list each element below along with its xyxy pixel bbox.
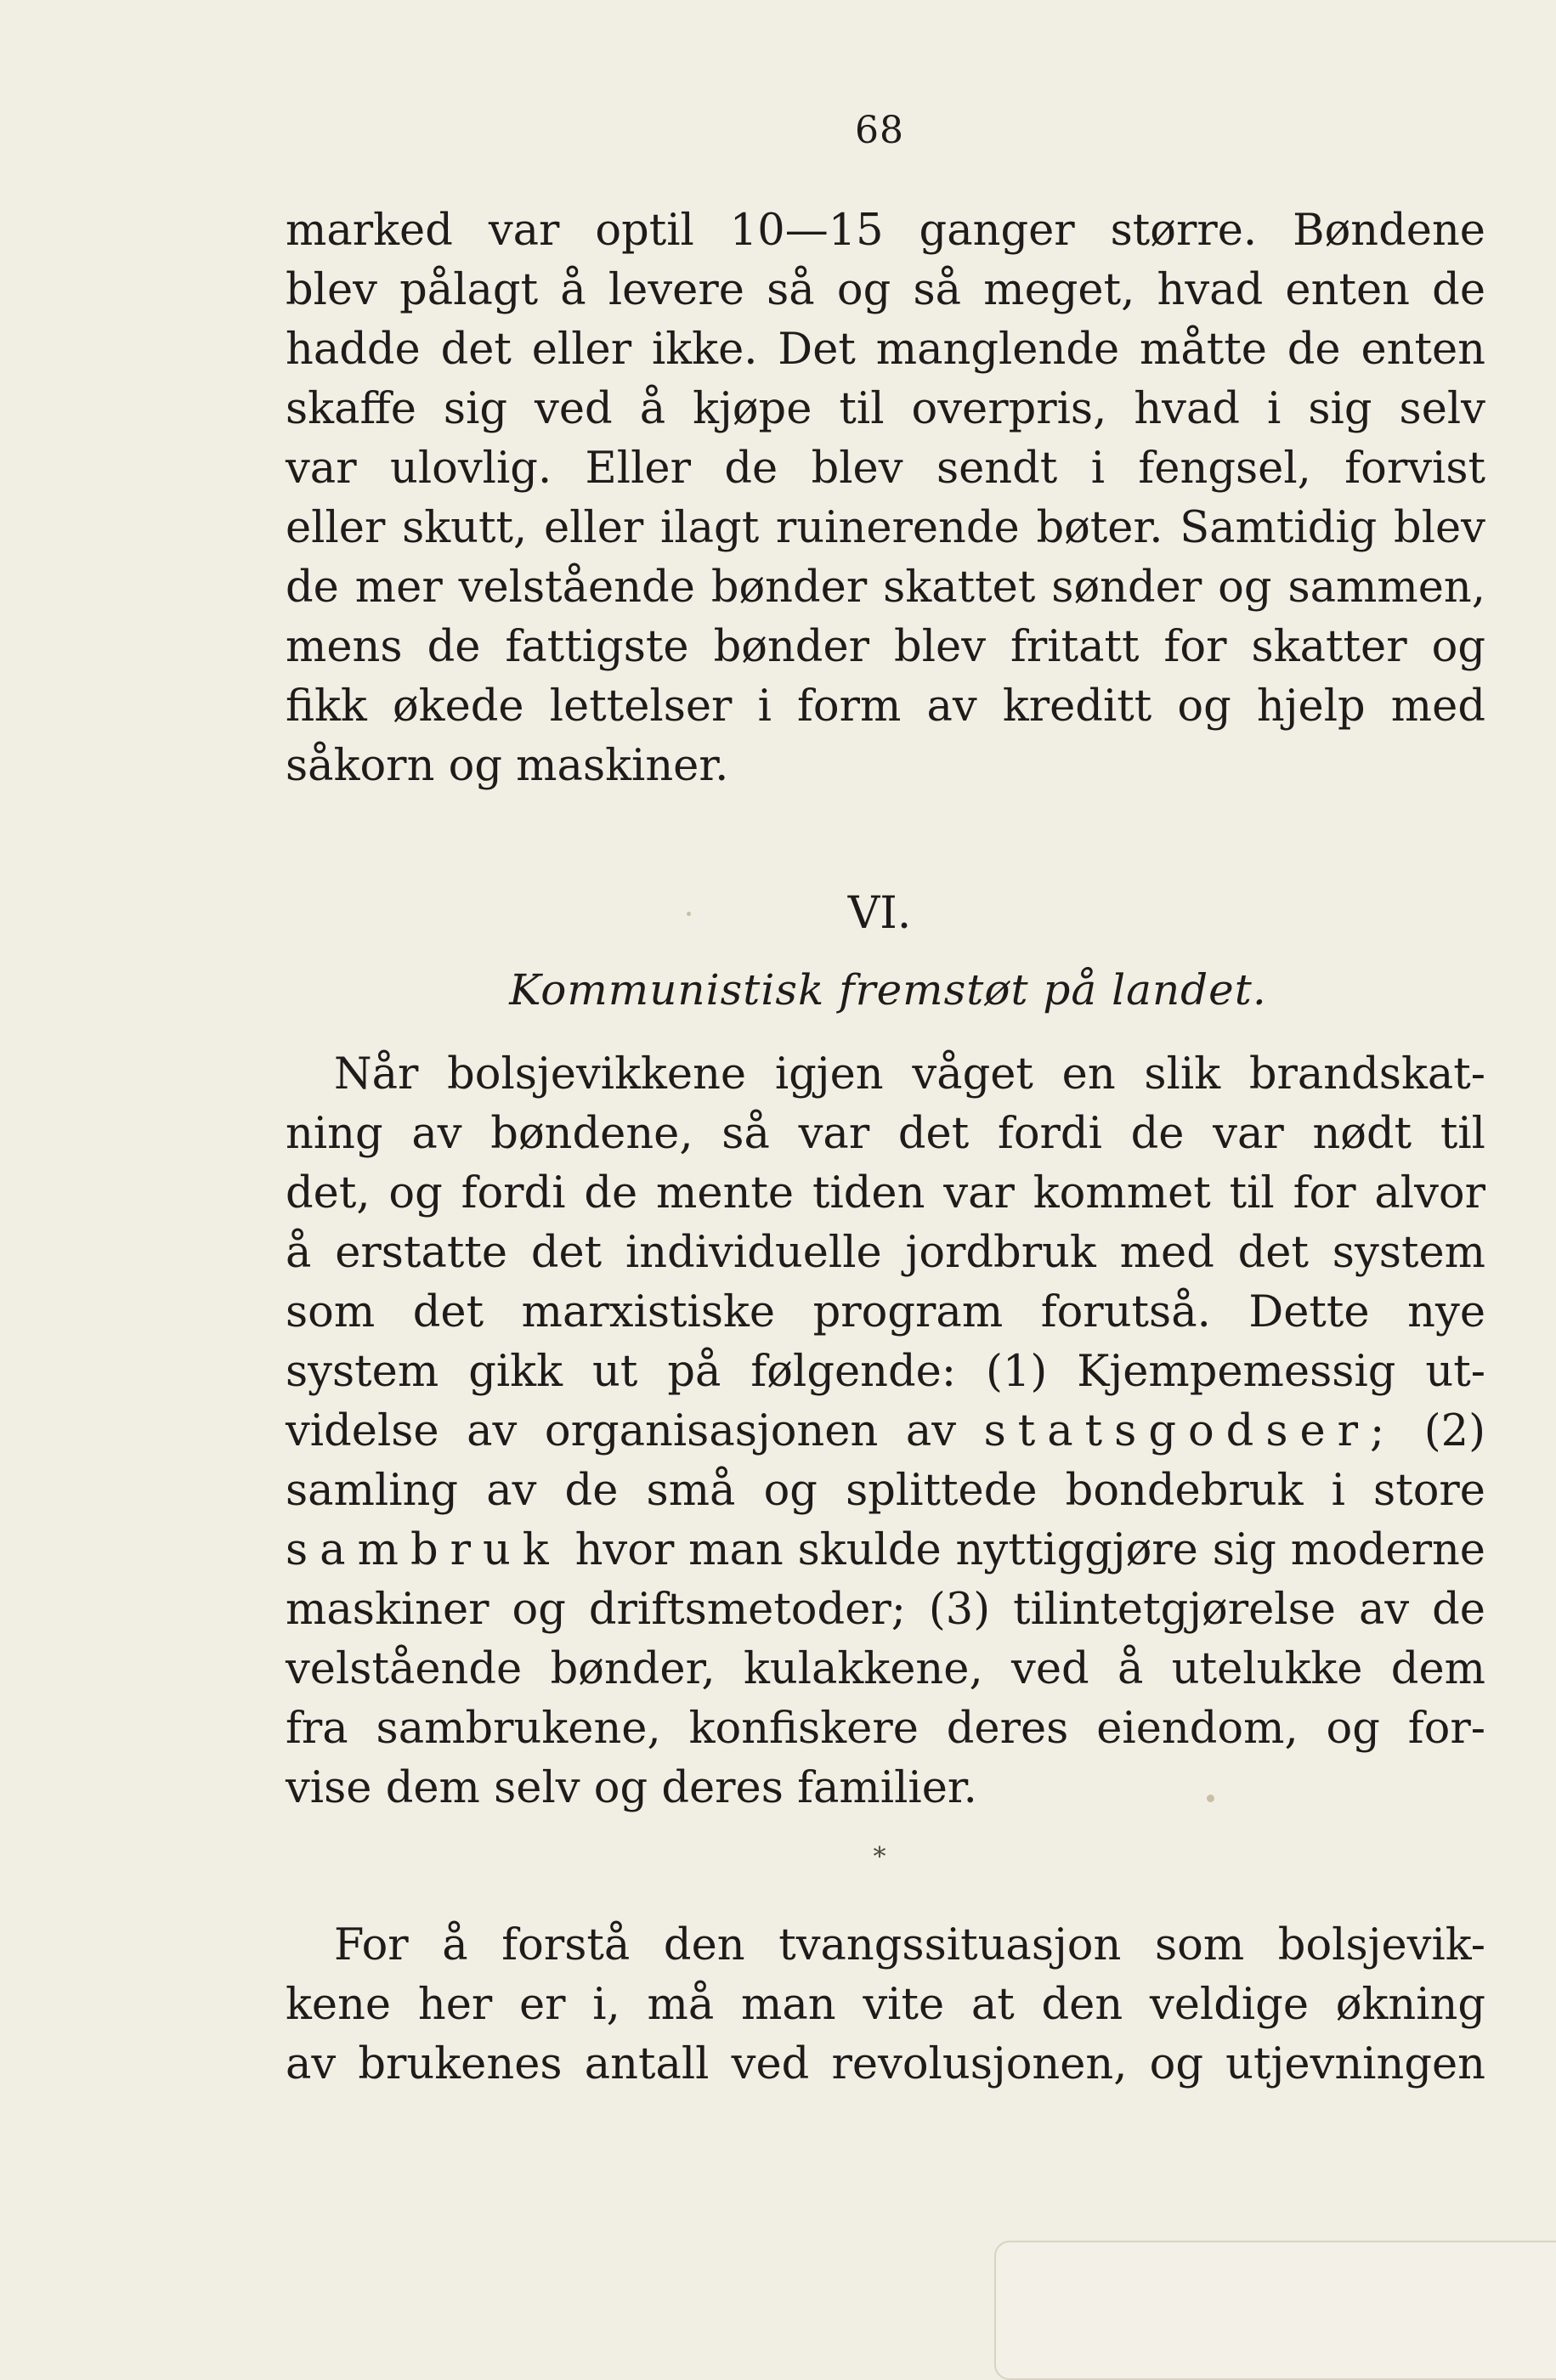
section-title: Kommunistisk fremstøt på landet. <box>509 965 1267 1015</box>
text-line: skaffe sig ved å kjøpe til overpris, hvad i sig selv <box>286 384 1485 434</box>
spaced-term: statsgodser; <box>983 1406 1397 1456</box>
text-line: blev pålagt å levere så og så meget, hvad enten de <box>286 265 1485 315</box>
text-line: eller skutt, eller ilagt ruinerende bøter. Samtidig blev <box>286 503 1485 553</box>
text-line: system gikk ut på følgende: (1) Kjempemessig ut- <box>286 1347 1485 1397</box>
text-line: marked var optil 10—15 ganger større. Bøndene <box>286 206 1485 256</box>
text-line: samling av de små og splittede bondebruk i store <box>286 1466 1485 1516</box>
text-line: fikk økede lettelser i form av kreditt og hjelp med <box>286 681 1485 732</box>
text-line <box>286 1402 1485 1461</box>
text-line: velstående bønder, kulakkene, ved å utelukke dem <box>286 1644 1485 1694</box>
text-line: vise dem selv og deres familier. <box>286 1763 977 1813</box>
text-line: av brukenes antall ved revolusjonen, og utjevningen <box>286 2039 1485 2089</box>
text-line: maskiner og driftsmetoder; (3) tilintetgjørelse av de <box>286 1585 1485 1635</box>
text-line: kene her er i, må man vite at den veldige økning <box>286 1980 1485 2030</box>
text-line: å erstatte det individuelle jordbruk med det system <box>286 1228 1485 1278</box>
text-line <box>286 1521 1485 1580</box>
text-line: fra sambrukene, konfiskere deres eiendom, og for- <box>286 1704 1485 1754</box>
text-segment: videlse av organisasjonen av <box>286 1406 957 1456</box>
text-line: de mer velstående bønder skattet sønder og sammen, <box>286 562 1485 613</box>
text-line: som det marxistiske program forutså. Dette nye <box>286 1287 1485 1337</box>
text-line: hadde det eller ikke. Det manglende måtte de enten <box>286 325 1485 375</box>
text-segment: (2) <box>1423 1406 1486 1456</box>
page-number: 68 <box>855 109 904 152</box>
text-segment: hvor man skulde nyttiggjøre sig moderne <box>574 1525 1485 1575</box>
text-line: såkorn og maskiner. <box>286 741 729 791</box>
text-line: det, og fordi de mente tiden var kommet til for alvor <box>286 1168 1485 1218</box>
paper-mark <box>994 2241 1556 2380</box>
text-line: var ulovlig. Eller de blev sendt i fengsel, forvist <box>286 444 1485 494</box>
paper-speck <box>1207 1795 1214 1802</box>
section-separator: * <box>873 1842 886 1872</box>
spaced-term: sambruk <box>286 1525 561 1575</box>
text-line: mens de fattigste bønder blev fritatt for skatter og <box>286 622 1485 672</box>
text-line: For å forstå den tvangssituasjon som bolsjevik- <box>334 1920 1485 1970</box>
text-line: ning av bøndene, så var det fordi de var nødt til <box>286 1109 1485 1159</box>
text-line: Når bolsjevikkene igjen våget en slik brandskat- <box>334 1049 1485 1100</box>
paper-speck <box>687 912 691 916</box>
section-number: VI. <box>847 888 912 939</box>
